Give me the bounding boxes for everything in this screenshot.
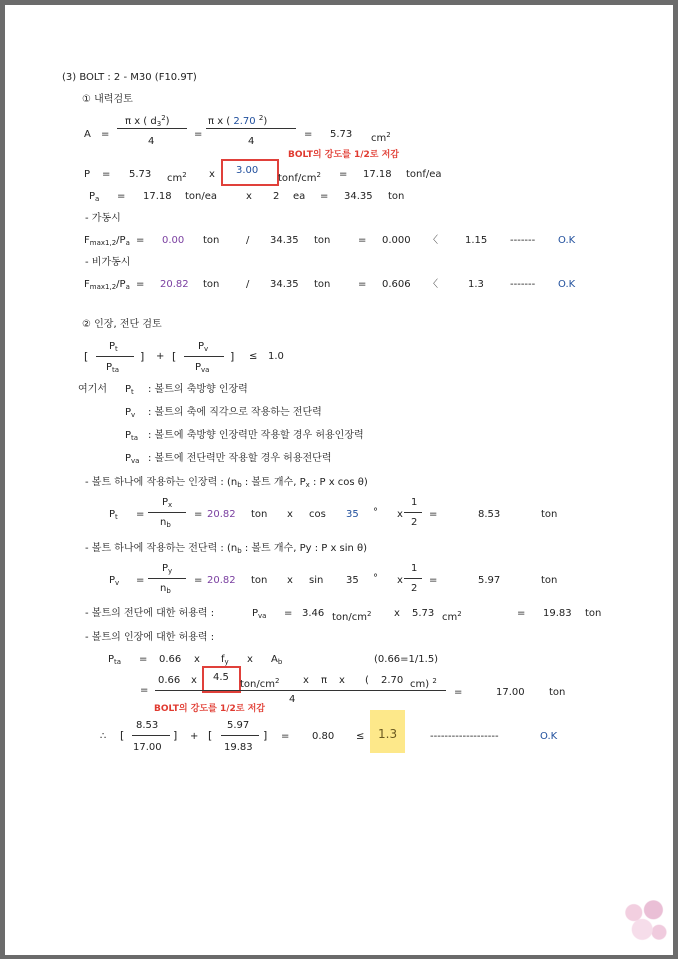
Pva-stress: 3.46	[302, 608, 325, 619]
dash-leader: -------	[510, 235, 536, 246]
less-equal: ≤	[249, 351, 258, 362]
P-area: 5.73	[129, 169, 152, 180]
Pva-label: $P_{va}$	[252, 608, 267, 620]
final-result: 0.80	[312, 731, 335, 742]
Pva-unit-3: ton	[585, 608, 602, 619]
Pa-unit-1: ton/ea	[185, 191, 218, 202]
bracket: [	[172, 350, 177, 363]
nop-ratio: 0.606	[382, 279, 411, 290]
heading-capacity-check: ① 내력검토	[82, 94, 133, 105]
fraction-line	[206, 128, 296, 129]
fraction-line	[155, 690, 446, 691]
yield-strength-value: 4.5	[213, 672, 229, 683]
Pva-area: 5.73	[412, 608, 435, 619]
times: x	[397, 575, 403, 586]
final-ok-status: O.K	[540, 731, 558, 742]
equals: =	[454, 687, 463, 698]
dash-leader: -------------------	[430, 731, 499, 742]
Pt-result: 8.53	[478, 509, 501, 520]
equals: =	[102, 169, 111, 180]
times: x	[247, 654, 253, 665]
equals: =	[139, 654, 148, 665]
divide: /	[246, 279, 250, 290]
def-text: : 볼트의 축방향 인장력	[148, 384, 248, 395]
equals: =	[429, 509, 438, 520]
where-label: 여기서	[78, 384, 107, 395]
pixelated-watermark	[617, 893, 673, 949]
equals: =	[136, 279, 145, 290]
Pta-factor: 0.66	[158, 675, 181, 686]
equals: =	[136, 509, 145, 520]
op-force: 0.00	[162, 235, 185, 246]
fraction-line	[184, 356, 224, 357]
times: x	[194, 654, 200, 665]
A-denominator-1: 4	[148, 136, 155, 147]
fraction-line	[96, 356, 134, 357]
op-unit-2: ton	[314, 235, 331, 246]
degree: °	[373, 573, 378, 584]
Pa-result: 34.35	[344, 191, 373, 202]
less-than: 〈	[428, 279, 438, 290]
bracket: ]	[173, 729, 178, 742]
half-den: 2	[411, 517, 418, 528]
bracket: [	[208, 729, 213, 742]
bracket: ]	[140, 350, 145, 363]
allowable-tension-heading: - 볼트의 인장에 대한 허용력 :	[85, 632, 215, 643]
combo-num-1: $P_t$	[109, 341, 118, 353]
therefore: ∴	[100, 731, 107, 742]
final-den-2: 19.83	[224, 742, 253, 753]
times: x	[287, 509, 293, 520]
Pt-angle: 35	[346, 509, 359, 520]
tension-per-bolt-heading: - 볼트 하나에 작용하는 인장력 : ($n_b$ : 볼트 개수, $P_x$ : P x cos θ)	[85, 477, 368, 489]
equals: =	[429, 575, 438, 586]
def-text: : 볼트에 축방향 인장력만 작용할 경우 허용인장력	[148, 430, 364, 441]
Pa-unit-2: ea	[293, 191, 306, 202]
nop-unit-1: ton	[203, 279, 220, 290]
P-unit-2: tonf/$cm^2$	[278, 171, 321, 184]
half-den: 2	[411, 583, 418, 594]
times: x	[191, 675, 197, 686]
times: x	[394, 608, 400, 619]
fraction-line	[221, 735, 259, 736]
A-numerator-2: π x ( 2.70 $^2$)	[208, 114, 268, 127]
bracket: ]	[263, 729, 268, 742]
equals: =	[358, 279, 367, 290]
equals: =	[320, 191, 329, 202]
Pt-result-unit: ton	[541, 509, 558, 520]
section-title: (3) BOLT : 2 - M30 (F10.9T)	[62, 72, 197, 83]
strength-reduction-note-2: BOLT의 강도를 1/2로 저감	[154, 704, 265, 714]
equals: =	[304, 129, 313, 140]
P-result: 17.18	[363, 169, 392, 180]
Pt-num: $P_x$	[162, 497, 173, 509]
Pa-label: $P_a$	[89, 191, 100, 203]
Pta2-den: 4	[289, 694, 296, 705]
times: x	[339, 675, 345, 686]
A-denominator-2: 4	[248, 136, 255, 147]
A-result: 5.73	[330, 129, 353, 140]
paren: (	[365, 675, 369, 686]
sin-function: sin	[309, 575, 324, 586]
fy-symbol: $f_y$	[221, 654, 229, 666]
def-text: : 볼트의 축에 직각으로 작용하는 전단력	[148, 407, 322, 418]
Pv-num: $P_y$	[162, 563, 173, 575]
Pta-result: 17.00	[496, 687, 525, 698]
divide: /	[246, 235, 250, 246]
equals: =	[140, 685, 149, 696]
Pv-angle: 35	[346, 575, 359, 586]
equals: =	[281, 731, 290, 742]
fraction-line	[404, 578, 422, 579]
equals: =	[101, 129, 110, 140]
allowable-stress-value: 3.00	[236, 165, 259, 176]
bracket: [	[84, 350, 89, 363]
Pa-unit-3: ton	[388, 191, 405, 202]
def-symbol: $P_v$	[125, 407, 136, 419]
equals: =	[194, 129, 203, 140]
def-symbol: $P_{va}$	[125, 453, 140, 465]
half-num: 1	[411, 497, 418, 508]
times: x	[303, 675, 309, 686]
equals: =	[284, 608, 293, 619]
less-than: 〈	[428, 235, 438, 246]
Pt-unit: ton	[251, 509, 268, 520]
bracket: ]	[230, 350, 235, 363]
nop-ok-status: O.K	[558, 279, 576, 290]
op-capacity: 34.35	[270, 235, 299, 246]
factor-note: (0.66=1/1.5)	[374, 654, 439, 665]
times: x	[246, 191, 252, 202]
nop-unit-2: ton	[314, 279, 331, 290]
equals: =	[117, 191, 126, 202]
combo-den-2: $P_{va}$	[195, 362, 210, 374]
combo-den-1: $P_{ta}$	[106, 362, 120, 374]
Pt-label: $P_t$	[109, 509, 118, 521]
Pv-force: 20.82	[207, 575, 236, 586]
combo-num-2: $P_v$	[198, 341, 209, 353]
equals: =	[517, 608, 526, 619]
bolt-diameter: 2.70	[381, 675, 404, 686]
P-label: P	[84, 169, 91, 180]
plus: +	[190, 731, 199, 742]
fraction-line	[148, 512, 186, 513]
equals: =	[136, 575, 145, 586]
equals: =	[194, 575, 203, 586]
nop-force: 20.82	[160, 279, 189, 290]
fraction-line	[117, 128, 187, 129]
Pt-force: 20.82	[207, 509, 236, 520]
Pva-unit-2: $cm^2$	[442, 610, 462, 623]
def-text: : 볼트에 전단력만 작용할 경우 허용전단력	[148, 453, 332, 464]
operating-heading: - 가동시	[85, 213, 121, 224]
Pv-label: $P_v$	[109, 575, 120, 587]
final-num-2: 5.97	[227, 720, 250, 731]
shear-per-bolt-heading: - 볼트 하나에 작용하는 전단력 : ($n_b$ : 볼트 개수, Py : P x sin θ)	[85, 543, 368, 555]
Pta2-unit: ton/$cm^2$	[240, 677, 280, 690]
times: x	[209, 169, 215, 180]
nop-capacity: 34.35	[270, 279, 299, 290]
pi: π	[321, 675, 328, 686]
final-den-1: 17.00	[133, 742, 162, 753]
equals: =	[194, 509, 203, 520]
Pta-factor: 0.66	[159, 654, 182, 665]
op-ratio: 0.000	[382, 235, 411, 246]
bracket: [	[120, 729, 125, 742]
document-page	[5, 5, 673, 955]
fraction-line	[132, 735, 170, 736]
Pta-result-unit: ton	[549, 687, 566, 698]
Pa-value: 17.18	[143, 191, 172, 202]
non-operating-heading: - 비가동시	[85, 257, 131, 268]
times: x	[397, 509, 403, 520]
A-label: A	[84, 129, 91, 140]
degree: °	[373, 507, 378, 518]
op-unit-1: ton	[203, 235, 220, 246]
def-symbol: $P_{ta}$	[125, 430, 139, 442]
dash-leader: -------	[510, 279, 536, 290]
fraction-line	[404, 512, 422, 513]
def-symbol: $P_t$	[125, 384, 134, 396]
final-limit: 1.3	[378, 727, 398, 741]
less-equal: ≤	[356, 731, 365, 742]
Pva-result: 19.83	[543, 608, 572, 619]
P-unit-3: tonf/ea	[406, 169, 442, 180]
Pta-label: $P_{ta}$	[108, 654, 122, 666]
nop-label: $F_{max1,2}/P_a$	[84, 279, 130, 291]
nop-limit: 1.3	[468, 279, 484, 290]
half-num: 1	[411, 563, 418, 574]
op-limit: 1.15	[465, 235, 488, 246]
op-label: $F_{max1,2}/P_a$	[84, 235, 130, 247]
P-unit-1: $cm^2$	[167, 171, 187, 184]
A-unit: $cm^2$	[371, 131, 391, 144]
Pv-result-unit: ton	[541, 575, 558, 586]
Pv-unit: ton	[251, 575, 268, 586]
combo-limit: 1.0	[268, 351, 284, 362]
A-numerator-1: π x ( $d_3^2$)	[125, 114, 170, 128]
Pva-unit-1: ton/$cm^2$	[332, 610, 372, 623]
Ab-symbol: $A_b$	[271, 654, 283, 666]
Pta2-unit-2: cm) $^2$	[410, 677, 437, 690]
equals: =	[339, 169, 348, 180]
fraction-line	[148, 578, 186, 579]
equals: =	[358, 235, 367, 246]
op-ok-status: O.K	[558, 235, 576, 246]
cos-function: cos	[309, 509, 326, 520]
strength-reduction-note-1: BOLT의 강도를 1/2로 저감	[288, 150, 399, 160]
allowable-shear-heading: - 볼트의 전단에 대한 허용력 :	[85, 608, 215, 619]
times: x	[287, 575, 293, 586]
Pt-den: $n_b$	[160, 517, 171, 529]
heading-tension-shear: ② 인장, 전단 검토	[82, 319, 162, 330]
bolt-count: 2	[273, 191, 280, 202]
final-num-1: 8.53	[136, 720, 159, 731]
equals: =	[136, 235, 145, 246]
Pv-den: $n_b$	[160, 583, 171, 595]
plus: +	[156, 351, 165, 362]
Pv-result: 5.97	[478, 575, 501, 586]
